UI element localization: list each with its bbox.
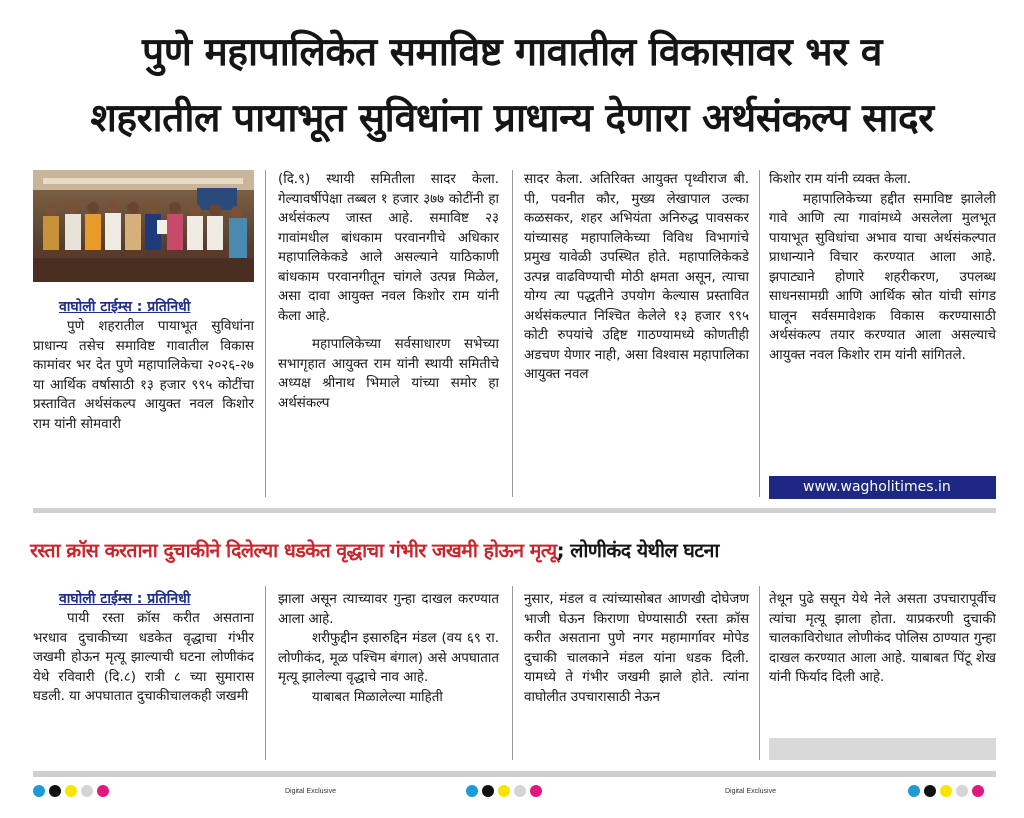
registration-dot <box>908 785 920 797</box>
column-divider <box>512 170 513 497</box>
story2-col2-paragraph-2: शरीफुद्दीन इसारुद्दिन मंडल (वय ६९ रा. लोणीकंद, मूळ पश्चिम बंगाल) असे अपघातात मृत्यू झालेल्या वृद्धाचे नाव आहे. <box>278 631 499 686</box>
registration-dot <box>956 785 968 797</box>
registration-dot <box>924 785 936 797</box>
registration-dot <box>482 785 494 797</box>
registration-dot <box>530 785 542 797</box>
registration-dot <box>972 785 984 797</box>
story2-col2-paragraph-3: याबाबत मिळालेल्या माहिती <box>312 689 443 705</box>
headline-line-1: पुणे महापालिकेत समाविष्ट गावातील विकासावर भर व <box>142 30 882 75</box>
news-photo <box>33 170 254 282</box>
registration-dot <box>514 785 526 797</box>
story2-column-3 <box>524 590 749 707</box>
footer-bar <box>33 771 996 777</box>
story1-col4-paragraph-2: महापालिकेच्या हद्दीत समाविष्ट झालेली गावे आणि त्या गावांमध्ये असलेला मुलभूत पायाभूत सुविधांचा अभाव याचा अर्थसंकल्पात प्राधान्याने विचार करण्यात आला आहे. झपाट्याने होणारे शहरीकरण, उपलब्ध साधनसामग्री आणि आर्थिक स्रोत यांची सांगड घालून सर्वसमावेशक विकास करण्यासाठी अर्थसंकल्प तयार करण्यात आला असल्याचे आयुक्त नवल किशोर राम यांनी सांगितले. <box>769 191 996 363</box>
column-divider <box>759 586 760 760</box>
registration-dot <box>81 785 93 797</box>
registration-dot <box>466 785 478 797</box>
story1-col2-paragraph-1: (दि.९) स्थायी समितीला सादर केला. गेल्यावर्षीपेक्षा तब्बल १ हजार ३७७ कोटींनी हा अर्थसंकल्प जास्त आहे. समाविष्ट २३ गावांमधील बांधकाम परवानगीचे अधिकार महापालिकेकडे आले असल्याने याठिकाणी बांधकाम परवानगीतून चांगले उत्पन्न मिळेल, असा दावा आयुक्त नवल किशोर राम यांनी केला आहे. <box>278 172 499 324</box>
story1-col1-paragraph: पुणे शहरातील पायाभूत सुविधांना प्राधान्य तसेच समाविष्ट गावातील विकास कामांवर भर देत पुणे महापालिकेचा २०२६-२७ या आर्थिक वर्षासाठी १३ हजार ९९५ कोटींचा प्रस्तावित अर्थसंकल्प आयुक्त नवल किशोर राम यांनी सोमवारी <box>33 319 254 432</box>
registration-dot <box>498 785 510 797</box>
registration-dot <box>940 785 952 797</box>
registration-dot <box>65 785 77 797</box>
gray-filler-box <box>769 738 996 760</box>
registration-dot <box>49 785 61 797</box>
website-banner: www.wagholitimes.in <box>769 476 996 499</box>
story2-col1-paragraph: पायी रस्ता क्रॉस करीत असताना भरधाव दुचाकीच्या धडकेत वृद्धाचा गंभीर जखमी होऊन मृत्यू झाल्याची घटना लोणीकंद येथे रविवारी (दि.८) रात्री ८ च्या सुमारास घडली. या अपघातात दुचाकीचालकही जखमी <box>33 611 254 705</box>
color-registration-marks-center <box>466 785 542 797</box>
story2-column-1 <box>33 589 254 707</box>
column-divider <box>759 170 760 497</box>
story1-col3-paragraph: सादर केला. अतिरिक्त आयुक्त पृथ्वीराज बी. पी, पवनीत कौर, मुख्य लेखापाल उल्का कळसकर, शहर अभियंता अनिरुद्ध पावसकर यांच्यासह महापालिकेच्या विविध विभागांचे प्रमुख यावेळी उपस्थित होते. महापालिकेकडे उत्पन्न वाढविण्याची मोठी क्षमता असून, त्याचा योग्य त्या पद्धतीने उपयोग केल्यास प्रस्तावित अर्थसंकल्पात निश्चित केलेले १३ हजार ९९५ कोटी रुपयांचे उद्दिष्ट गाठण्यामध्ये कोणतीही अडचण येणार नाही, असा विश्वास महापालिका आयुक्त नवल <box>524 172 749 383</box>
story1-column-4 <box>769 170 996 365</box>
story1-column-1 <box>33 297 254 434</box>
section-separator <box>33 508 996 513</box>
column-divider <box>265 170 266 497</box>
story2-byline: वाघोली टाईम्स : प्रतिनिधी <box>59 591 191 607</box>
column-divider <box>265 586 266 760</box>
story1-byline: वाघोली टाईम्स : प्रतिनिधी <box>59 299 191 315</box>
story1-col4-paragraph-1: किशोर राम यांनी व्यक्त केला. <box>769 172 912 187</box>
news-photo-illustration <box>33 170 254 282</box>
story2-headline-main: रस्ता क्रॉस करताना दुचाकीने दिलेल्या धडकेत वृद्धाचा गंभीर जखमी होऊन मृत्यू <box>30 539 557 562</box>
registration-dot <box>97 785 109 797</box>
story1-column-2 <box>278 170 499 414</box>
story2-headline <box>30 537 1000 565</box>
story2-col3-paragraph: नुसार, मंडल व त्यांच्यासोबत आणखी दोघेजण भाजी घेऊन किराणा घेण्यासाठी रस्ता क्रॉस करीत असताना पुणे नगर महामार्गावर मोपेड दुचाकी चालकाने मंडल यांना धडक दिली. यामध्ये ते गंभीर जखमी झाले होते. त्यांना वाघोलीत उपचारासाठी नेऊन <box>524 592 749 705</box>
registration-dot <box>33 785 45 797</box>
story1-col2-paragraph-2: महापालिकेच्या सर्वसाधारण सभेच्या सभागृहात आयुक्त राम यांनी स्थायी समितीचे अध्यक्ष श्रीनाथ भिमाले यांच्या समोर हा अर्थसंकल्प <box>278 337 499 412</box>
color-registration-marks-left <box>33 785 109 797</box>
headline-line-2: शहरातील पायाभूत सुविधांना प्राधान्य देणारा अर्थसंकल्प सादर <box>90 96 934 141</box>
story2-col4-paragraph: तेथून पुढे ससून येथे नेले असता उपचारापूर्वीच त्यांचा मृत्यू झाला होता. याप्रकरणी दुचाकी चालकाविरोधात लोणीकंद पोलिस ठाण्यात गुन्हा दाखल करण्यात आला आहे. याबाबत पिंटू शेख यांनी फिर्याद दिली आहे. <box>769 592 996 686</box>
story1-column-3 <box>524 170 749 385</box>
color-registration-marks-right <box>908 785 984 797</box>
column-divider <box>512 586 513 760</box>
story2-col2-paragraph-1: झाला असून त्याच्यावर गुन्हा दाखल करण्यात आला आहे. <box>278 592 499 627</box>
digital-exclusive-label: Digital Exclusive <box>285 788 336 795</box>
story2-column-4 <box>769 590 996 688</box>
story2-headline-location: ; लोणीकंद येथील घटना <box>556 539 719 562</box>
digital-exclusive-label: Digital Exclusive <box>725 788 776 795</box>
story2-column-2 <box>278 590 499 707</box>
